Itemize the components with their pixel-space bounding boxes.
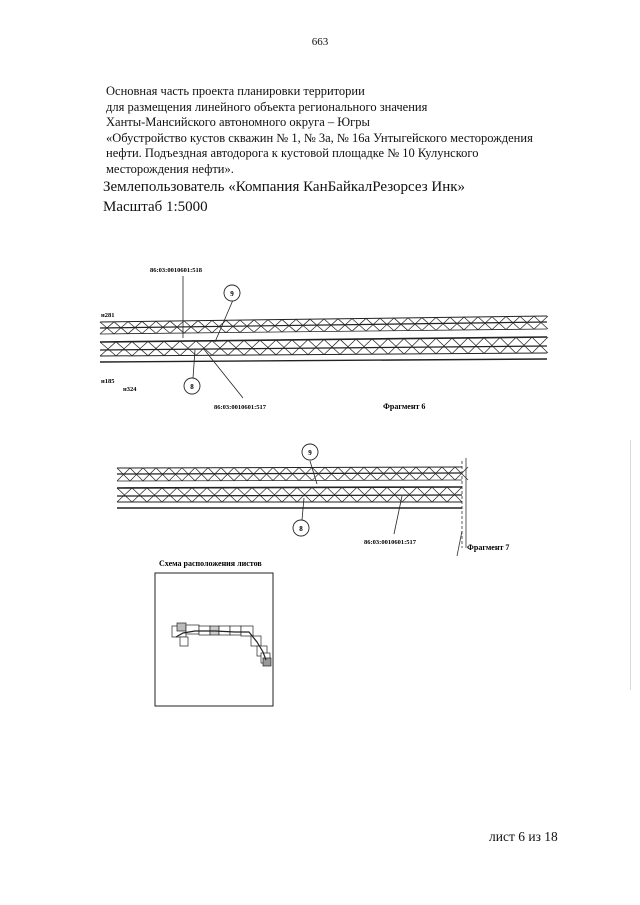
road-corridor (117, 467, 468, 508)
leader-line-circle-8 (193, 350, 195, 378)
cadastral-number-518: 86:03:0010601:518 (150, 267, 202, 274)
sheet-layout-scheme (145, 556, 285, 711)
leader-line-circle-9 (215, 300, 233, 342)
title-line-6: месторождения нефти». (106, 161, 234, 176)
circle-8-label: 8 (299, 525, 303, 533)
title-line-4: «Обустройство кустов скважин № 1, № 3а, № 16а Унтыгейского месторождения (106, 130, 533, 145)
point-label-185: н185 (101, 378, 115, 385)
fragment-7-map (112, 436, 527, 566)
cadastral-number-517: 86:03:0010601:517 (214, 404, 266, 411)
scan-edge-line (630, 440, 631, 690)
document-title-block (106, 84, 576, 177)
road-corridor (100, 316, 548, 362)
page-number: 663 (311, 36, 329, 48)
fragment-6-caption: Фрагмент 6 (383, 402, 426, 411)
hatch-band-bottom (117, 487, 462, 502)
cadastral-number-517: 86:03:0010601:517 (364, 539, 416, 546)
circle-9-label: 9 (230, 290, 234, 298)
leader-line-circle-8 (302, 498, 304, 520)
point-label-281: н281 (101, 312, 115, 319)
point-label-324: н324 (123, 386, 137, 393)
title-line-2: для размещения линейного объекта регионального значения (106, 99, 428, 114)
title-line-3: Ханты-Мансийского автономного округа – Югры (106, 115, 370, 129)
title-line-5: нефти. Подъездная автодорога к кустовой площадке № 10 Кулунского (106, 146, 479, 160)
sheet-counter: лист 6 из 18 (489, 829, 558, 844)
circle-9-label: 9 (308, 449, 312, 457)
title-line-1: Основная часть проекта планировки территории (106, 84, 365, 98)
layout-scheme-title: Схема расположения листов (159, 559, 262, 568)
land-user-label: Землепользователь «Компания КанБайкалРезорсез Инк» (103, 179, 466, 195)
scale-label: Масштаб 1:5000 (103, 199, 208, 215)
fragment-6-map (95, 258, 550, 418)
circle-8-label: 8 (190, 383, 194, 391)
fragment-7-caption: Фрагмент 7 (467, 543, 510, 552)
